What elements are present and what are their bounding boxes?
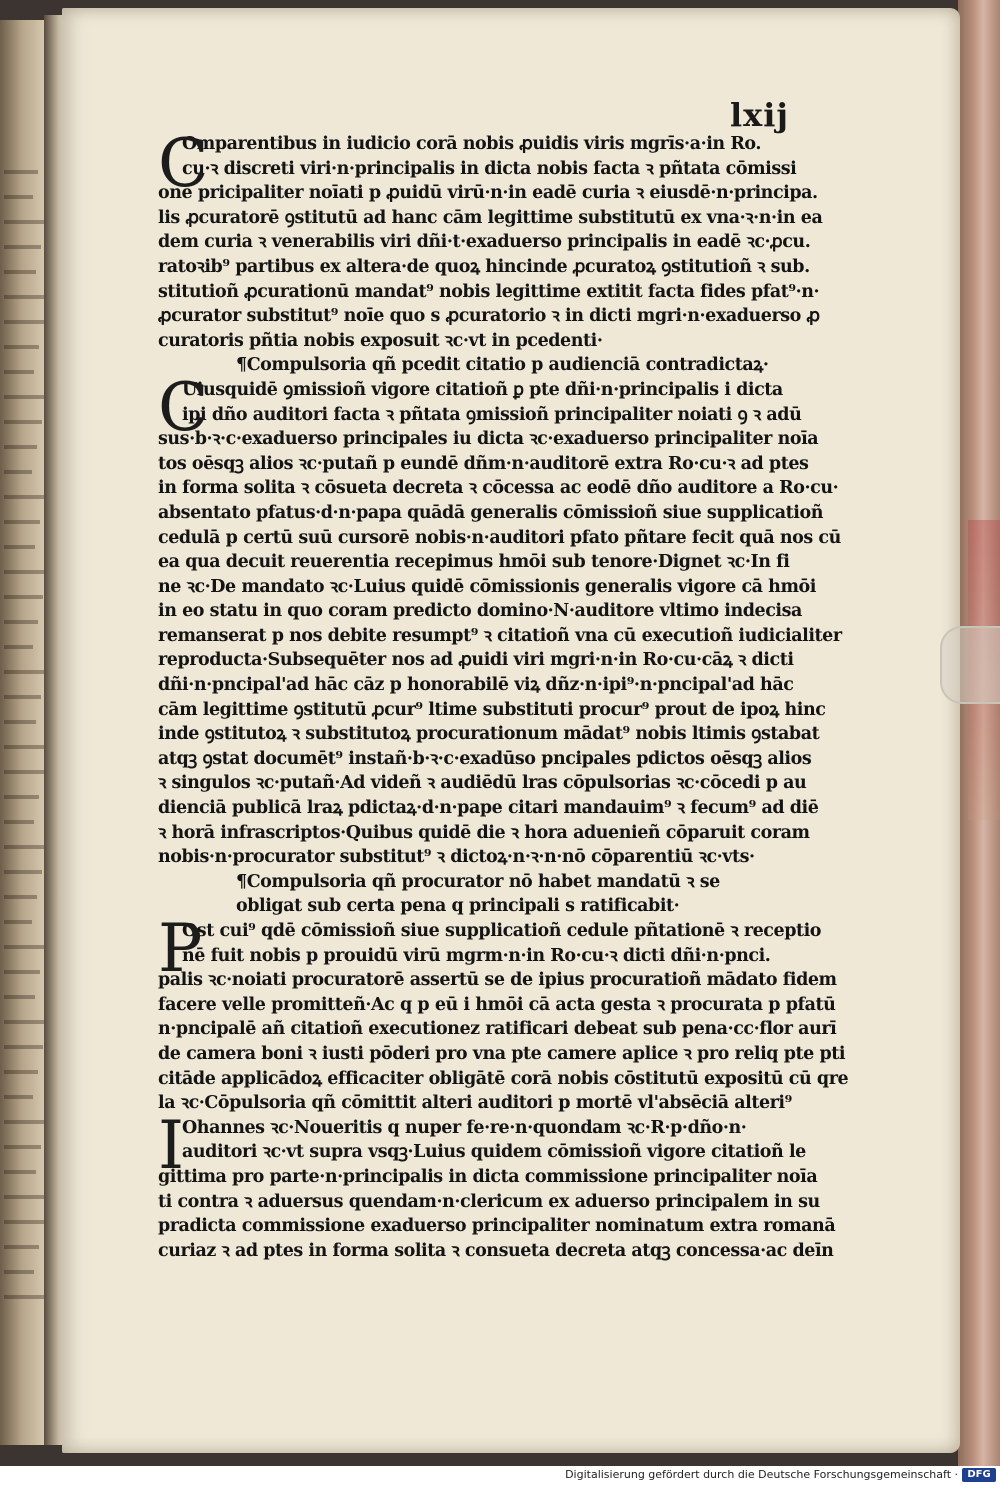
facing-page-line [4, 195, 33, 199]
text-line: n·pncipalē añ citatioñ executionez ratificari debeat sub pena·cc·flor aurī [158, 1019, 837, 1040]
footer-bar [0, 1466, 1000, 1485]
facing-page-line [4, 270, 36, 274]
facing-page-line [4, 1095, 33, 1099]
facing-page-line [4, 1220, 44, 1224]
text-line: auditori ꝛc·vt supra vsqꝫ·Luius quidem cōmissioñ vigore citatioñ le [182, 1142, 806, 1163]
facing-page-line [4, 1120, 46, 1124]
dfg-logo-icon: DFG [962, 1468, 996, 1482]
rubric-heading: ¶Compulsoria qñ procurator nō habet mandatū ꝛ se [236, 871, 720, 892]
facing-page-line [4, 1045, 43, 1049]
facing-page-line [4, 795, 39, 799]
folio-number: lxij [730, 96, 789, 134]
text-line: ti contra ꝛ aduersus quendam·n·clericum ex aduerso principalem in su [158, 1191, 820, 1212]
text-line: dienciā publicā lraꝝ pdictaꝝ·d·n·pape citari mandauim⁹ ꝛ fecum⁹ ad diē [158, 798, 819, 819]
text-line: atqꝫ ꝯstat documēt⁹ instañ·b·ꝛ·c·exadūso pncipales pdictos oēsqꝫ alios [158, 748, 812, 769]
rubric-heading: ¶Compulsoria qñ pcedit citatio p audienciā contradictaꝝ· [236, 355, 769, 376]
facing-page-line [4, 245, 41, 249]
facing-page-line [4, 995, 35, 999]
facing-page-line [4, 1070, 38, 1074]
facing-page-line [4, 520, 40, 524]
paragraph-2 [158, 368, 858, 870]
facing-page-line [4, 895, 37, 899]
text-line: cu·ꝛ discreti viri·n·principalis in dicta nobis facta ꝛ pñtata cōmissi [182, 158, 797, 179]
facing-page-line [4, 945, 45, 949]
facing-page-line [4, 545, 35, 549]
facing-page-line [4, 370, 34, 374]
pilcrow-icon: ¶ [236, 871, 247, 892]
facing-page-line [4, 1145, 41, 1149]
text-line: reproducta·Subsequēter nos ad ꝓuidi viri mgri·n·in Ro·cu·cāꝝ ꝛ dicti [158, 650, 794, 671]
facing-page-line [4, 220, 46, 224]
text-line: nē fuit nobis p prouidū virū mgrm·n·in Ro·cu·ꝛ dicti dñi·n·pnci. [182, 945, 771, 966]
funding-notice: Digitalisierung gefördert durch die Deutsche Forschungsgemeinschaft · [565, 1468, 958, 1481]
text-line: Omparentibus in iudicio corā nobis ꝓuidis viris mgrīs·a·in Ro. [182, 134, 761, 154]
text-line: dem curia ꝛ venerabilis viri dñi·t·exaduerso principalis in eadē ꝛc·ꝓcu. [158, 232, 811, 253]
facing-page-line [4, 1295, 47, 1299]
text-line: ne ꝛc·De mandato ꝛc·Luius quidē cōmissionis generalis vigore cā hmōi [158, 576, 816, 597]
text-line: Uiusquidē ꝯmissioñ vigore citatioñ ꝑ pte dñi·n·principalis i dicta [182, 379, 783, 400]
text-line: cām legittime ꝯstitutū ꝓcur⁹ ltime substituti procur⁹ prout de ipoꝝ hinc [158, 699, 826, 720]
text-block [158, 125, 858, 1263]
text-line: tos oēsqꝫ alios ꝛc·putañ p eundē dñm·n·auditorē extra Ro·cu·ꝛ ad ptes [158, 453, 809, 474]
text-line: absentato pfatus·d·n·papa quādā generalis cōmissioñ siue supplicatioñ [158, 502, 823, 523]
text-line: citāde applicādoꝝ efficaciter obligātē corā nobis cōstitutū expositū cū qre [158, 1068, 849, 1089]
text-line: pradicta commissione exaduerso principaliter nominatum extra romanā [158, 1216, 836, 1237]
text-line: inde ꝯstitutoꝝ ꝛ substitutoꝝ procurationum mādat⁹ nobis ltimis ꝯstabat [158, 724, 820, 745]
text-line: ratoꝛib⁹ partibus ex altera·de quoꝝ hincinde ꝓcuratoꝝ ꝯstitutioñ ꝛ sub. [158, 256, 810, 277]
text-line: curatoris pñtia nobis exposuit ꝛc·vt in pcedenti· [158, 330, 603, 351]
text-line: in forma solita ꝛ cōsueta decreta ꝛ cōcessa ac eodē dño auditore a Ro·cu· [158, 478, 839, 499]
initial-letter: C [158, 125, 209, 202]
initial-letter: C [158, 368, 209, 446]
book-page [62, 8, 960, 1453]
pilcrow-icon: ¶ [236, 355, 247, 376]
text-line: nobis·n·procurator substitut⁹ ꝛ dictoꝝ·n·ꝛ·n·nō cōparentiū ꝛc·vts· [158, 847, 755, 868]
text-line: remanserat p nos debite resumpt⁹ ꝛ citatioñ vna cū executioñ iudicialiter [158, 625, 842, 646]
facing-page-line [4, 720, 36, 724]
facing-page-line [4, 395, 47, 399]
text-line: ipi dño auditori facta ꝛ pñtata ꝯmissioñ principaliter noiati ꝯ ꝛ adū [182, 404, 802, 425]
text-line: de camera boni ꝛ iusti pōderi pro vna pte camere aplice ꝛ pro reliq pte pti [158, 1043, 846, 1064]
facing-page-line [4, 1270, 34, 1274]
text-line: in eo statu in quo coram predicto domino·N·auditore vltimo indecisa [158, 601, 802, 622]
text-line: gittima pro parte·n·principalis in dicta commissione principaliter noīa [158, 1166, 818, 1187]
text-line: one pricipaliter noīati p ꝓuidū virū·n·in eadē curia ꝛ eiusdē·n·principa. [158, 183, 818, 204]
facing-page-line [4, 1195, 49, 1199]
text-line: la ꝛc·Cōpulsoria qñ cōmittit alteri auditori p mortē vl'absēciā alteri⁹ [158, 1093, 792, 1114]
facing-page-line [4, 495, 45, 499]
facing-page-line [4, 320, 44, 324]
facing-page-line [4, 670, 46, 674]
initial-letter: P [158, 910, 202, 987]
facing-page-line [4, 170, 38, 174]
facing-page-line [4, 645, 33, 649]
paragraph-4 [158, 1106, 858, 1264]
facing-page-line [4, 1020, 48, 1024]
text-line: curiaz ꝛ ad ptes in forma solita ꝛ consueta decreta atqꝫ concessa·ac deīn [158, 1240, 834, 1261]
text-line: stitutioñ ꝓcurationū mandat⁹ nobis legittime extitit facta fides pfat⁹·n· [158, 281, 820, 302]
text-line: sus·b·ꝛ·c·exaduerso principales iu dicta ꝛc·exaduerso principaliter noīa [158, 429, 819, 450]
facing-page-line [4, 620, 38, 624]
facing-page-line [4, 845, 47, 849]
text-line: Ost cui⁹ qdē cōmissioñ siue supplicatioñ cedule pñtationē ꝛ receptio [182, 921, 822, 941]
text-line: facere velle promitteñ·Ac q p eū i hmōi cā acta gesta ꝛ procurata p pfatū [158, 994, 836, 1015]
facing-page-line [4, 345, 39, 349]
text-line: ꝓcurator substitut⁹ noīe quo s ꝓcuratorio ꝛ in dicti mgri·n·exaduerso ꝓ [158, 306, 820, 327]
facing-page-line [4, 420, 42, 424]
page-clip-tab[interactable] [940, 626, 1000, 704]
text-line: ꝛ horā infrascriptos·Quibus quidē die ꝛ hora aduenieñ cōparuit coram [158, 822, 810, 843]
facing-page-line [4, 1170, 36, 1174]
text-line: palis ꝛc·noiati procuratorē assertū se de ipius procuratioñ mādato fidem [158, 970, 837, 991]
facing-page-line [4, 695, 41, 699]
rubric-heading-cont: obligat sub certa pena q principali s ratificabit· [236, 896, 680, 917]
facing-page-line [4, 1245, 39, 1249]
facing-page-line [4, 570, 48, 574]
paragraph-1 [158, 125, 858, 353]
paragraph-3 [158, 910, 858, 1116]
text-line: Ohannes ꝛc·Noueritis q nuper fe·re·n·quondam ꝛc·R·p·dño·n· [182, 1117, 747, 1138]
text-line: dñi·n·pncipal'ad hāc cāz p honorabilē viꝝ dñz·n·ipi⁹·n·pncipal'ad hāc [158, 675, 794, 696]
initial-letter: I [158, 1106, 184, 1184]
facing-page-line [4, 920, 32, 924]
facing-page-line [4, 295, 49, 299]
facing-page-line [4, 970, 40, 974]
facing-page-line [4, 595, 43, 599]
facing-page-line [4, 870, 42, 874]
facing-page-line [4, 770, 44, 774]
facing-page-line [4, 820, 34, 824]
facing-page-line [4, 745, 49, 749]
book-fore-edge [958, 0, 1000, 1466]
text-line: ea qua decuit reuerentia recepimus hmōi sub tenore·Dignet ꝛc·In fi [158, 552, 790, 573]
facing-page-line [4, 445, 37, 449]
text-line: lis ꝓcuratorē ꝯstitutū ad hanc cām legittime substitutū ex vna·ꝛ·n·in ea [158, 207, 823, 228]
text-line: ꝛ singulos ꝛc·putañ·Ad videñ ꝛ audiēdū lras cōpulsorias ꝛc·cōcedi p au [158, 773, 807, 794]
facing-page-line [4, 470, 32, 474]
text-line: cedulā p certū suū cursorē nobis·n·auditori pfato pñtare fecit quā nos cū [158, 527, 841, 548]
